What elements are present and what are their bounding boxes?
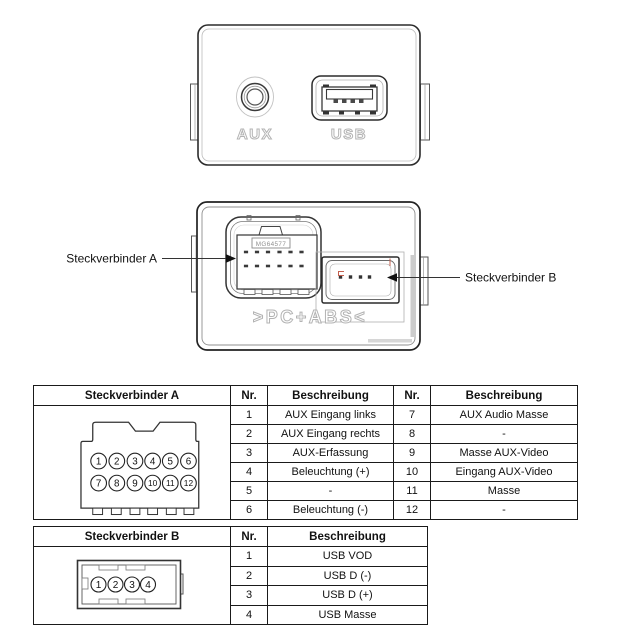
- table-a-header-desc-1: Beschreibung: [268, 386, 394, 406]
- table-b-title: Steckverbinder B: [34, 527, 231, 547]
- pin-number: 2: [112, 579, 119, 591]
- pin-number: 7: [95, 478, 101, 490]
- connector-a-pin-table: [33, 385, 578, 520]
- table-a-header-row: [34, 386, 578, 406]
- callout-a-label: Steckverbinder A: [66, 251, 157, 266]
- pin-number: 12: [183, 477, 193, 488]
- aux-label: AUX: [236, 126, 274, 143]
- back-view: [0, 195, 622, 360]
- pin-number: 1: [95, 455, 101, 467]
- front-right-tab: [421, 84, 430, 140]
- back-panel-shading-bottom: [368, 339, 412, 343]
- table-cell: Masse: [431, 482, 578, 501]
- table-cell: 3: [231, 444, 268, 463]
- table-cell: 5: [231, 482, 268, 501]
- table-cell: 1: [231, 547, 268, 567]
- table-cell: 7: [394, 406, 431, 425]
- table-row: [34, 406, 578, 425]
- table-cell: 3: [231, 586, 268, 606]
- table-b-header-row: [34, 527, 428, 547]
- table-a-header-nr-1: Nr.: [231, 386, 268, 406]
- table-row: [34, 547, 428, 567]
- material-marking-label: >PC+ABS<: [252, 307, 368, 327]
- table-cell: USB Masse: [268, 605, 428, 625]
- table-cell: Beleuchtung (+): [268, 463, 394, 482]
- table-cell: -: [268, 482, 394, 501]
- table-cell: 8: [394, 425, 431, 444]
- pin-number: 3: [131, 455, 138, 467]
- pin-number: 4: [149, 455, 155, 467]
- back-connector-a: [226, 216, 321, 299]
- table-cell: AUX-Erfassung: [268, 444, 394, 463]
- table-cell: AUX Eingang links: [268, 406, 394, 425]
- pin-number: 9: [131, 478, 138, 490]
- table-cell: 2: [231, 425, 268, 444]
- table-cell: 6: [231, 501, 268, 520]
- table-cell: -: [431, 425, 578, 444]
- table-cell: 10: [394, 463, 431, 482]
- connector-a-pinout-drawing: [34, 406, 231, 520]
- table-b-header-nr: Nr.: [231, 527, 268, 547]
- pin-number: 1: [95, 579, 102, 591]
- connector-b-pinout-drawing: [34, 547, 231, 625]
- table-cell: 1: [231, 406, 268, 425]
- connector-a-face: [60, 410, 205, 516]
- front-view: [185, 18, 435, 173]
- usb-port-icon: [312, 76, 387, 120]
- table-cell: USB D (+): [268, 586, 428, 606]
- table-cell: AUX Audio Masse: [431, 406, 578, 425]
- table-a-header-desc-2: Beschreibung: [431, 386, 578, 406]
- table-cell: USB VOD: [268, 547, 428, 567]
- table-cell: Beleuchtung (-): [268, 501, 394, 520]
- table-cell: 12: [394, 501, 431, 520]
- pin-number: 2: [113, 455, 120, 467]
- table-cell: 4: [231, 605, 268, 625]
- table-cell: -: [431, 501, 578, 520]
- table-a-title: Steckverbinder A: [34, 386, 231, 406]
- pin-number: 11: [165, 477, 175, 488]
- pin-number: 4: [145, 579, 151, 591]
- table-a-header-nr-2: Nr.: [394, 386, 431, 406]
- table-cell: 9: [394, 444, 431, 463]
- pin-number: 3: [129, 579, 135, 591]
- connector-a-table-wrap: [33, 385, 577, 520]
- table-cell: 11: [394, 482, 431, 501]
- connector-b-table-wrap: [33, 526, 427, 625]
- connector-b-face: [75, 558, 189, 614]
- pin-number: 10: [147, 477, 157, 488]
- table-cell: Masse AUX-Video: [431, 444, 578, 463]
- table-b-header-desc: Beschreibung: [268, 527, 428, 547]
- pin-number: 8: [113, 478, 120, 490]
- part-number-label: MG64577: [255, 240, 287, 248]
- pin-number: 5: [167, 455, 173, 467]
- usb-label: USB: [330, 126, 368, 143]
- pin-number: 6: [185, 455, 191, 467]
- connector-b-pin-table: [33, 526, 428, 625]
- table-cell: Eingang AUX-Video: [431, 463, 578, 482]
- table-cell: 4: [231, 463, 268, 482]
- table-cell: USB D (-): [268, 566, 428, 586]
- callout-b-label: Steckverbinder B: [465, 270, 557, 285]
- table-cell: AUX Eingang rechts: [268, 425, 394, 444]
- table-cell: 2: [231, 566, 268, 586]
- back-panel-shading: [411, 255, 416, 337]
- aux-jack-icon: [237, 77, 274, 117]
